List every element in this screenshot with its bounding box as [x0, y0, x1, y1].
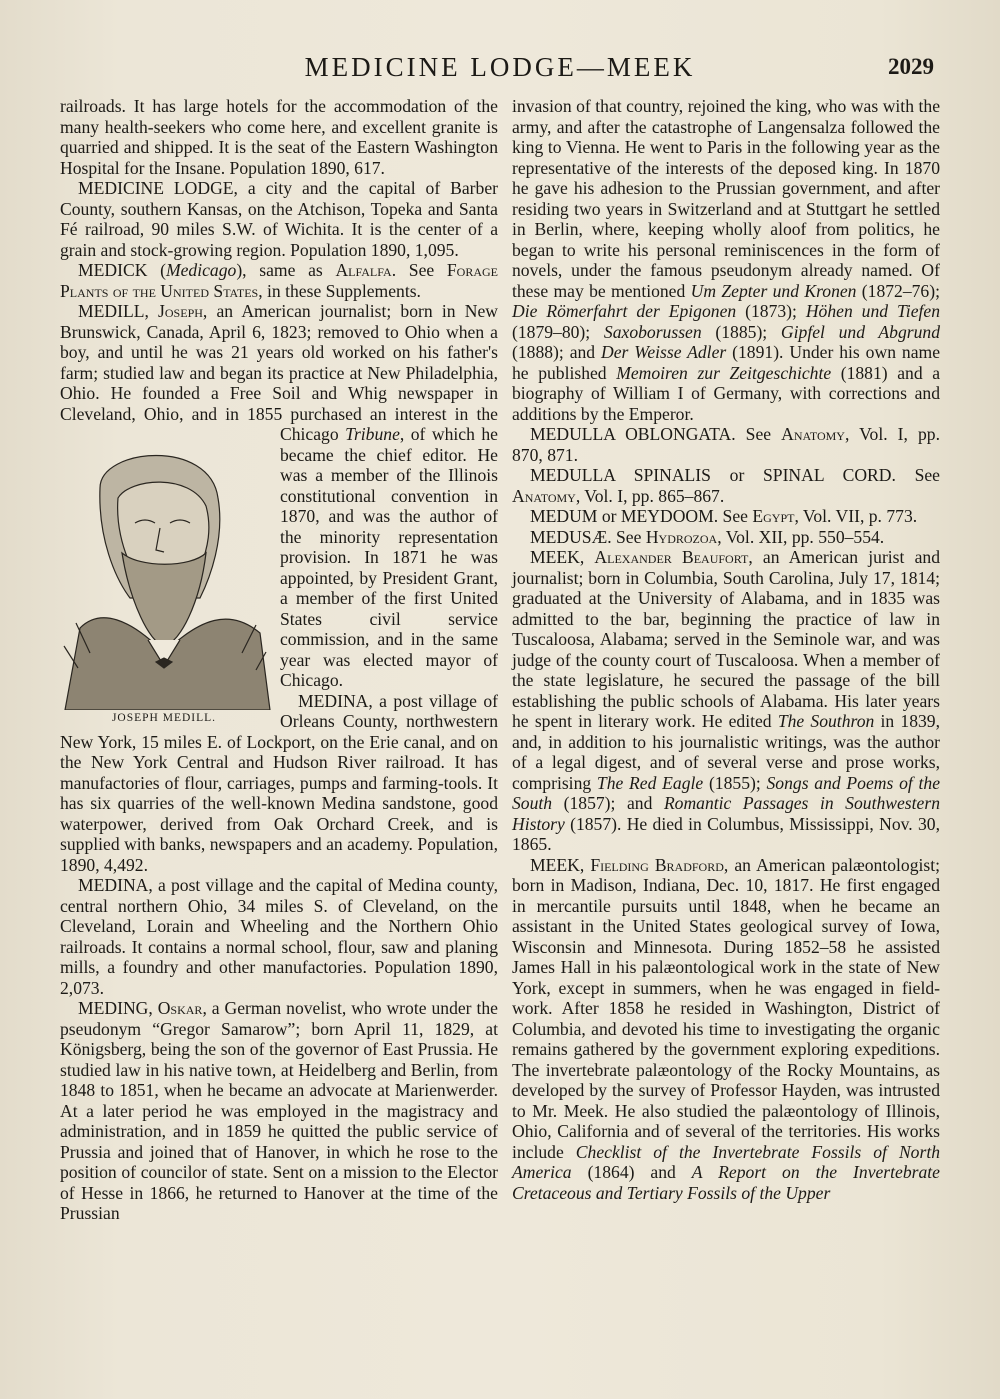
cross-reference: Hydrozoa: [645, 526, 718, 547]
entry-text: MEDULLA OBLONGATA. See: [530, 424, 782, 444]
work-title: Gipfel und Abgrund: [780, 321, 940, 342]
entry-forename: Joseph: [158, 301, 203, 321]
entry-text: MEDICK (: [78, 260, 166, 280]
right-column: [512, 96, 940, 1203]
entry-text: MEEK,: [530, 547, 595, 567]
entry-text: , Vol. I, pp. 870, 871.: [512, 424, 940, 465]
entry-text: (1872–76);: [856, 280, 940, 301]
page-number: 2029: [888, 54, 934, 79]
page-title: MEDICINE LODGE—MEEK: [304, 52, 696, 82]
work-title: Romantic Passages in Southwestern History: [512, 793, 940, 834]
entry-text: (1857); and: [552, 793, 664, 813]
left-column: [60, 96, 498, 1224]
entry-text: (1873);: [736, 301, 806, 321]
work-title: The Southron: [777, 711, 875, 731]
entry-medill: [60, 301, 498, 724]
entry-text: , in these Supplements.: [258, 280, 421, 301]
entry-text: MEDUSÆ. See: [530, 526, 646, 547]
work-title: Checklist of the Invertebrate Fossils of North America: [512, 1141, 941, 1182]
entry-meding-continued: [512, 96, 940, 424]
work-title: Um Zepter und Kronen: [690, 280, 857, 301]
entry-continuation: railroads. It has large hotels for the accommodation of the many health-seekers who come here, and excellent granite is quarried and shipped. It is the seat of the Eastern Washington Hospital for the Insane. Population 1890, 617.: [60, 96, 498, 178]
work-title: Die Römerfahrt der Epigonen: [512, 301, 737, 321]
entry-medulla-spinalis: [512, 465, 940, 506]
cross-reference: Anatomy: [512, 485, 576, 506]
entry-meding: [60, 998, 498, 1224]
entry-meek-fielding: [512, 855, 940, 1204]
entry-text: , of which he became the chief editor. He was a member of the Illinois constitutional convention in 1870, and was the author of the minority representation provision. In 1871 he was appointed, by President Grant, a member of the first United States civil service commission, and in the same year was elected mayor of Chicago.: [280, 424, 498, 690]
entry-medicine-lodge: MEDICINE LODGE, a city and the capital of Barber County, southern Kansas, on the Atchison, Topeka and Santa Fé railroad, 90 miles S.W. of Wichita. It is the center of a grain and stock-growing region. Population 1890, 1,095.: [60, 178, 498, 260]
entry-medick: [60, 260, 498, 301]
entry-text: , an American palæontologist; born in Madison, Indiana, Dec. 10, 1817. He first engaged in mercantile pursuits until 1848, when he became an assistant in the United States geological survey of Iowa, Wisconsin and Minnesota. During 1852–58 he assisted James Hall in his palæontological work in the state of New York, except in summers, when he was engaged in field-work. After 1858 he resided in Washington, District of Columbia, and devoted his time to investigating the organic remains gathered by the government exploring expeditions. The invertebrate palæontology of the Rocky Mountains, as developed by the survey of Professor Hayden, was intrusted to Mr. Meek. He also studied the palæontology of Illinois, Ohio, California and of several of the territories. His works include: [512, 854, 941, 1162]
portrait-figure: [60, 428, 272, 728]
entry-text: (1864) and: [571, 1162, 692, 1182]
cross-reference: Egypt: [752, 506, 795, 526]
entry-text: (1857). He died in Columbus, Mississippi, Nov. 30, 1865.: [512, 813, 940, 854]
entry-text: . See: [391, 260, 447, 280]
portrait-engraving: [60, 428, 272, 710]
entry-medum: [512, 506, 940, 527]
entry-text: (1879–80);: [512, 321, 604, 342]
work-title: A Report on the Invertebrate Cretaceous and Tertiary Fossils of the Upper: [512, 1162, 940, 1203]
entry-text: , Vol. VII, p. 773.: [794, 506, 918, 526]
entry-text: MEEK,: [530, 854, 591, 875]
entry-text: in 1839, and, in addition to his journalistic writings, was the author of a legal digest, and of several verse and prose works, comprising: [512, 711, 941, 793]
entry-text: (1888); and: [512, 342, 602, 362]
entry-italic: Tribune: [345, 424, 400, 444]
running-header: [0, 52, 1000, 88]
entry-text: , an American journalist; born in New Brunswick, Canada, April 6, 1823; removed to Ohio when a boy, and until he was 21 years old worked on his father's farm; studied law and began its practice at New Philadelphia, Ohio. He founded a Free Soil and Whig newspaper in Cleveland, Ohio, and in 1855 purchased an interest in the Chicago: [60, 301, 498, 444]
entry-text: invasion of that country, rejoined the king, who was with the army, and after the catastrophe of Langensalza followed the king to Vienna. He went to Paris in the following year as the representative of the interests of the deposed king. In 1870 he gave his adhesion to the Prussian government, and after residing two years in Switzerland and at Stuttgart he settled in Berlin, where, keeping wholly aloof from politics, he began to write his personal reminiscences in the form of novels, under the famous pseudonym already named. Of these may be mentioned: [512, 96, 940, 301]
entry-text: , Vol. I, pp. 865–867.: [575, 485, 725, 506]
work-title: The Red Eagle: [596, 772, 704, 793]
work-title: Höhen und Tiefen: [805, 301, 940, 321]
work-title: Memoiren zur Zeitgeschichte: [616, 362, 832, 383]
work-title: Saxoborussen: [603, 321, 702, 342]
work-title: Der Weisse Adler: [601, 342, 727, 362]
entry-text: MEDUM or MEYDOOM. See: [530, 506, 753, 526]
portrait-caption: JOSEPH MEDILL.: [111, 711, 217, 724]
entry-medulla-oblongata: [512, 424, 940, 465]
cross-reference: Anatomy: [781, 424, 845, 444]
entry-forename: Oskar: [157, 998, 203, 1018]
cross-reference: Alfalfa: [335, 260, 392, 280]
entry-text: MEDULLA SPINALIS or SPINAL CORD. See: [530, 465, 940, 485]
entry-meek-alexander: [512, 547, 940, 855]
cross-reference: Forage Plants of the United States: [60, 260, 498, 301]
entry-text: MEDING,: [78, 998, 158, 1018]
entry-text: (1885);: [701, 321, 781, 342]
entry-text: MEDILL,: [78, 301, 159, 321]
entry-italic: Medicago: [165, 260, 237, 280]
entry-forename: Fielding Bradford: [590, 854, 724, 875]
entry-text: , an American jurist and journalist; born in Columbia, South Carolina, July 17, 1814; graduated at the University of Alabama, and in 1835 was admitted to the bar, beginning the practice of law in Tuscaloosa, Alabama; served in the Seminole war, and was judge of the county court of Tuscaloosa. When a member of the state legislature, he secured the passage of the bill establishing the public schools of Alabama. His later years he spent in literary work. He edited: [512, 547, 941, 731]
entry-text: (1891). Under his own name he published: [512, 342, 940, 383]
entry-text: (1855);: [703, 772, 767, 793]
entry-medusae: [512, 527, 940, 548]
entry-medina-ohio: MEDINA, a post village and the capital of Medina county, central northern Ohio, 34 miles S. of Cleveland, on the Cleveland, Lorain and Wheeling and the Northern Ohio railroads. It contains a normal school, flour, saw and planing mills, a foundry and other manufactories. Population 1890, 2,073.: [60, 875, 498, 998]
entry-forename: Alexander Beaufort: [594, 547, 749, 567]
entry-text: (1881) and a biography of William I of Germany, with corrections and additions by the Emperor.: [512, 362, 941, 424]
entry-text: ), same as: [236, 260, 336, 280]
work-title: Songs and Poems of the South: [512, 772, 941, 813]
entry-medina-ny: MEDINA, a post village of Orleans County, northwestern New York, 15 miles E. of Lockport, on the Erie canal, and on the New York Central and Hudson River railroad. It has manufactories of flour, carriages, pumps and farming-tools. It has six quarries of the well-known Medina sandstone, good waterpower, derived from Oak Orchard Creek, and is supplied with banks, newspapers and an academy. Population, 1890, 4,492.: [60, 690, 498, 875]
entry-text: , a German novelist, who wrote under the pseudonym “Gregor Samarow”; born April 11, 1829, at Königsberg, being the son of the governor of East Prussia. He studied law in his native town, at Heidelberg and Berlin, from 1848 to 1851, when he became an advocate at Marienwerder. At a later period he was employed in the magistracy and administration, and in 1859 he quitted the public service of Prussia and joined that of Hanover, in which he rose to the position of councilor of state. Sent on a mission to the Elector of Hesse in 1866, he returned to Hanover at the time of the Prussian: [60, 998, 498, 1223]
entry-text: , Vol. XII, pp. 550–554.: [717, 526, 885, 547]
